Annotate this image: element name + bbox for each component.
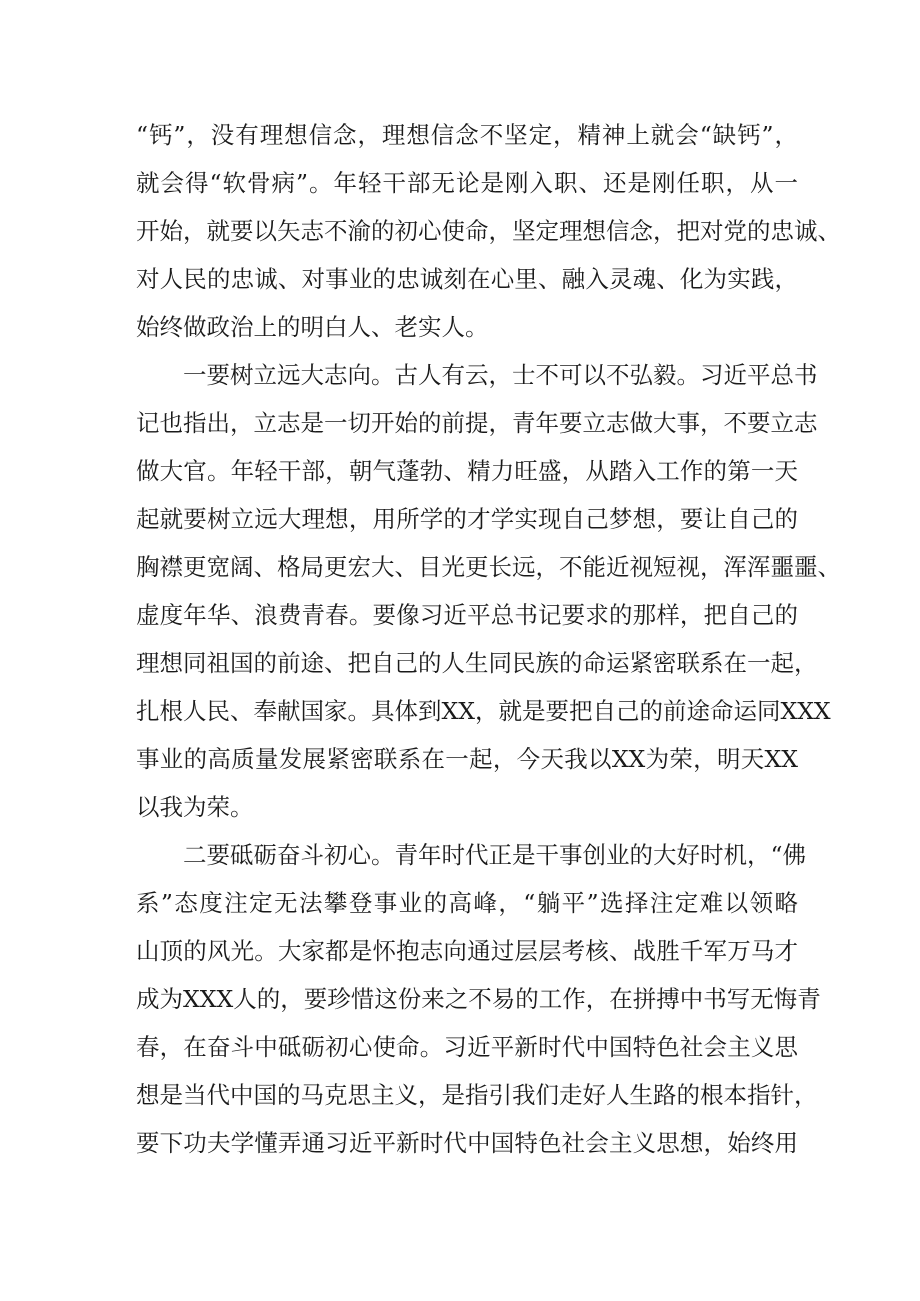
text-line: 系”态度注定无法攀登事业的高峰，“躺平”选择注定难以领略 [136,889,798,917]
text-line: 记也指出，立志是一切开始的前提，青年要立志做大事，不要立志 [136,409,818,437]
text-line: 虚度年华、浪费青春。要像习近平总书记要求的那样，把自己的 [136,601,798,629]
text-line: 春，在奋斗中砥砺初心使命。习近平新时代中国特色社会主义思 [136,1033,798,1061]
text-line: 成为XXX人的，要珍惜这份来之不易的工作，在拼搏中书写无悔青 [136,985,821,1013]
text-line: 以我为荣。 [136,793,254,821]
text-line: 事业的高质量发展紧密联系在一起，今天我以XX为荣，明天XX [136,745,798,773]
text-line: 起就要树立远大理想，用所学的才学实现自己梦想，要让自己的 [136,505,798,533]
text-line: 扎根人民、奉献国家。具体到XX，就是要把自己的前途命运同XXX [136,697,831,725]
paragraph-2-first-line: 二要砥砺奋斗初心。青年时代正是干事创业的大好时机，“佛 [183,841,807,869]
text-line: “钙”，没有理想信念，理想信念不坚定，精神上就会“缺钙”， [136,121,798,149]
text-line: 山顶的风光。大家都是怀抱志向通过层层考核、战胜千军万马才 [136,937,798,965]
text-line: 对人民的忠诚、对事业的忠诚刻在心里、融入灵魂、化为实践， [136,265,798,293]
text-line: 胸襟更宽阔、格局更宏大、目光更长远，不能近视短视，浑浑噩噩、 [136,553,841,581]
text-line: 开始，就要以矢志不渝的初心使命，坚定理想信念，把对党的忠诚、 [136,217,841,245]
text-line: 做大官。年轻干部，朝气蓬勃、精力旺盛，从踏入工作的第一天 [136,457,798,485]
paragraph-1-first-line: 一要树立远大志向。古人有云，士不可以不弘毅。习近平总书 [183,361,818,389]
text-line: 理想同祖国的前途、把自己的人生同民族的命运紧密联系在一起， [136,649,818,677]
text-line: 要下功夫学懂弄通习近平新时代中国特色社会主义思想，始终用 [136,1129,798,1157]
text-line: 始终做政治上的明白人、老实人。 [136,313,489,341]
text-line: 想是当代中国的马克思主义，是指引我们走好人生路的根本指针， [136,1081,818,1109]
text-line: 就会得“软骨病”。年轻干部无论是刚入职、还是刚任职，从一 [136,169,798,197]
